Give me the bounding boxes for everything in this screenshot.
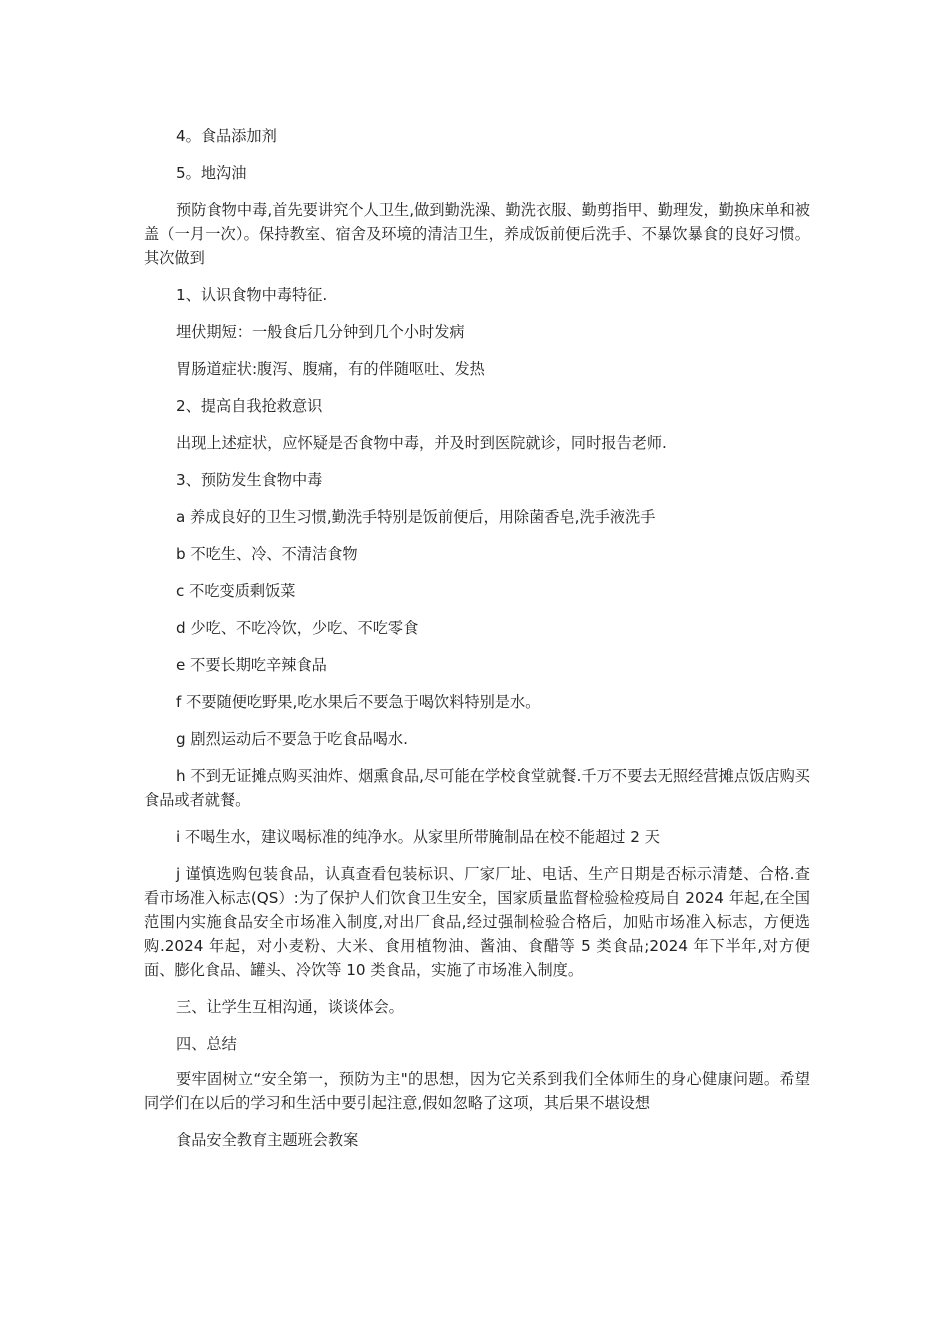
list-item-j: j 谨慎选购包装食品，认真查看包装标识、厂家厂址、电话、生产日期是否标示清楚、合格.查看市场准入标志(QS）:为了保护人们饮食卫生安全，国家质量监督检验检疫局自 2024 年起,在全国范围内实施食品安全市场准入制度,对出厂食品,经过强制检验合格后，加贴市场准入标志，方便选购.2024 年起，对小麦粉、大米、食用植物油、酱油、食醋等 5 类食品;2024 年下半年,对方便面、膨化食品、罐头、冷饮等 10 类食品，实施了市场准入制度。: [144, 865, 810, 979]
list-item-food-additives: 4。食品添加剂: [176, 127, 277, 145]
list-item-h: h 不到无证摊点购买油炸、烟熏食品,尽可能在学校食堂就餐.千万不要去无照经营摊点饭店购买食品或者就餐。: [144, 767, 810, 809]
section-heading-self-rescue: 2、提高自我抢救意识: [176, 397, 323, 415]
document-body: [144, 124, 810, 1165]
section-heading-prevent-poisoning: 3、预防发生食物中毒: [176, 471, 323, 489]
section-heading-recognize-symptoms: 1、认识食物中毒特征.: [176, 286, 328, 304]
paragraph-incubation-period: 埋伏期短：一般食后几分钟到几个小时发病: [176, 323, 465, 341]
list-item-d: d 少吃、不吃冷饮，少吃、不吃零食: [176, 619, 419, 637]
section-heading-four: 四、总结: [176, 1035, 237, 1053]
list-item-b: b 不吃生、冷、不清洁食物: [176, 545, 358, 563]
list-item-f: f 不要随便吃野果,吃水果后不要急于喝饮料特别是水。: [176, 693, 541, 711]
list-item-g: g 剧烈运动后不要急于吃食品喝水.: [176, 730, 408, 748]
list-item-i: i 不喝生水，建议喝标准的纯净水。从家里所带腌制品在校不能超过 2 天: [176, 828, 660, 846]
list-item-e: e 不要长期吃辛辣食品: [176, 656, 327, 674]
paragraph-gi-symptoms: 胃肠道症状:腹泻、腹痛，有的伴随呕吐、发热: [176, 360, 485, 378]
list-item-a: a 养成良好的卫生习惯,勤洗手特别是饭前便后，用除菌香皂,洗手液洗手: [176, 508, 656, 526]
paragraph-summary: 要牢固树立“安全第一，预防为主"的思想，因为它关系到我们全体师生的身心健康问题。希望同学们在以后的学习和生活中要引起注意,假如忽略了这项，其后果不堪设想: [144, 1070, 810, 1112]
paragraph-prevention-intro: 预防食物中毒,首先要讲究个人卫生,做到勤洗澡、勤洗衣服、勤剪指甲、勤理发，勤换床单和被盖（一月一次）。保持教室、宿舍及环境的清洁卫生，养成饭前便后洗手、不暴饮暴食的良好习惯。其次做到: [144, 201, 810, 267]
list-item-c: c 不吃变质剩饭菜: [176, 582, 296, 600]
document-title-footer: 食品安全教育主题班会教案: [176, 1131, 359, 1149]
section-heading-three: 三、让学生互相沟通，谈谈体会。: [176, 998, 404, 1016]
paragraph-seek-medical-care: 出现上述症状，应怀疑是否食物中毒，并及时到医院就诊，同时报告老师.: [176, 434, 667, 452]
list-item-gutter-oil: 5。地沟油: [176, 164, 247, 182]
